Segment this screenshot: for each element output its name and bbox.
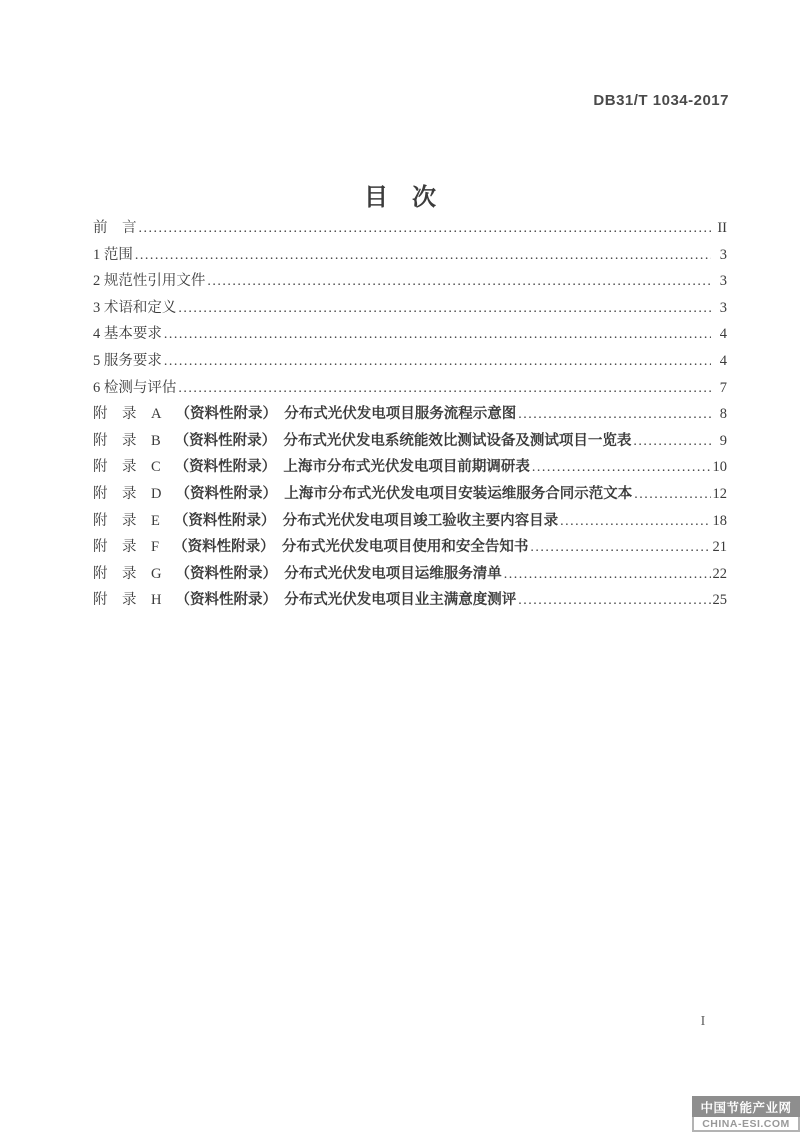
toc-entry-label: 附 录 D <box>93 485 162 502</box>
toc-entry-title: （资料性附录） 上海市分布式光伏发电项目安装运维服务合同示范文本 <box>175 485 633 502</box>
toc-entry-label: 附 录 G <box>93 565 162 582</box>
toc-entry <box>93 455 727 482</box>
toc-entry-label: 2 规范性引用文件 <box>93 273 206 290</box>
toc-dot-leader <box>164 353 711 370</box>
toc-entry <box>93 402 727 429</box>
standard-number: DB31/T 1034-2017 <box>593 92 729 109</box>
toc-entry-page: 8 <box>719 406 727 423</box>
toc-entry <box>93 482 727 509</box>
toc-entry-page: 7 <box>719 379 727 396</box>
toc-entry-page: 22 <box>712 565 727 582</box>
watermark-site-name: 中国节能产业网 <box>692 1096 800 1117</box>
toc-entry-page: 12 <box>712 485 727 502</box>
toc-dot-leader <box>178 300 711 317</box>
toc-entry-label: 附 录 E <box>93 512 160 529</box>
toc-entry-page: 3 <box>719 299 727 316</box>
toc-entry <box>93 216 727 243</box>
toc-entry-page: 9 <box>719 432 727 449</box>
page-title: 目 次 <box>364 185 436 211</box>
toc-entry-label: 附 录 C <box>93 459 161 476</box>
watermark <box>692 1096 800 1132</box>
toc-entry-page: 21 <box>712 539 727 556</box>
toc-dot-leader <box>207 273 711 290</box>
toc-dot-leader <box>135 247 711 264</box>
toc-entry-label: 附 录 A <box>93 406 162 423</box>
toc-entry <box>93 269 727 296</box>
toc-entry-label: 附 录 H <box>93 592 162 609</box>
toc-entry-page: 25 <box>712 592 727 609</box>
toc-entry <box>93 376 727 403</box>
toc-dot-leader <box>164 326 711 343</box>
watermark-site-domain: CHINA-ESI.COM <box>692 1117 800 1132</box>
toc-entry <box>93 588 727 615</box>
toc-dot-leader <box>633 433 711 450</box>
toc-dot-leader <box>518 406 711 423</box>
toc-entry-label: 1 范围 <box>93 246 133 263</box>
toc-entry-page: 18 <box>712 512 727 529</box>
toc-entry <box>93 429 727 456</box>
toc-entry-label: 3 术语和定义 <box>93 299 177 316</box>
toc-entry-title: （资料性附录） 分布式光伏发电项目业主满意度测评 <box>175 592 517 609</box>
toc-entry <box>93 322 727 349</box>
toc-dot-leader <box>139 220 712 237</box>
toc-entry-label: 5 服务要求 <box>93 352 162 369</box>
toc-entry <box>93 562 727 589</box>
toc-entry-title: （资料性附录） 分布式光伏发电项目服务流程示意图 <box>175 406 517 423</box>
toc-list <box>93 216 727 615</box>
toc-entry-label: 4 基本要求 <box>93 326 162 343</box>
toc-entry-label: 6 检测与评估 <box>93 379 177 396</box>
toc-dot-leader <box>178 380 711 397</box>
toc-dot-leader <box>504 566 711 583</box>
toc-entry <box>93 509 727 536</box>
toc-dot-leader <box>530 539 710 556</box>
toc-entry-label: 附 录 F <box>93 539 160 556</box>
toc-entry <box>93 296 727 323</box>
toc-entry-label: 附 录 B <box>93 432 161 449</box>
toc-entry <box>93 243 727 270</box>
toc-entry-title: （资料性附录） 分布式光伏发电系统能效比测试设备及测试项目一览表 <box>174 432 632 449</box>
toc-entry-page: 3 <box>719 273 727 290</box>
toc-entry <box>93 349 727 376</box>
toc-entry-title: （资料性附录） 分布式光伏发电项目竣工验收主要内容目录 <box>173 512 559 529</box>
toc-entry-title: （资料性附录） 分布式光伏发电项目使用和安全告知书 <box>173 539 529 556</box>
toc-dot-leader <box>518 592 710 609</box>
toc-entry-page: 4 <box>719 352 727 369</box>
toc-entry-page: 4 <box>719 326 727 343</box>
toc-dot-leader <box>532 459 711 476</box>
toc-dot-leader <box>634 486 710 503</box>
toc-entry <box>93 535 727 562</box>
toc-entry-label: 前 言 <box>93 220 137 236</box>
folio-page-number: I <box>700 1014 706 1029</box>
toc-entry-page: 3 <box>719 246 727 263</box>
toc-entry-page: II <box>717 220 727 236</box>
toc-dot-leader <box>560 513 710 530</box>
toc-entry-title: （资料性附录） 上海市分布式光伏发电项目前期调研表 <box>174 459 530 476</box>
toc-entry-page: 10 <box>712 459 727 476</box>
toc-entry-title: （资料性附录） 分布式光伏发电项目运维服务清单 <box>175 565 502 582</box>
